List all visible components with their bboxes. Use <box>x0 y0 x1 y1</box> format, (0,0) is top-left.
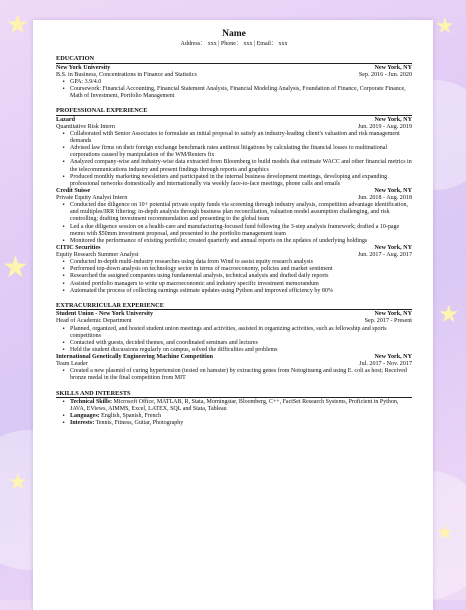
entry-header <box>56 65 412 72</box>
candidate-name: Name <box>222 29 246 39</box>
organization-name: International Genetically Engineering Machine Competition <box>56 353 214 360</box>
skill-category: Technical Skills: <box>70 399 112 406</box>
skill-values: English, Spanish, French <box>99 413 162 420</box>
organization-name: Lazard <box>56 116 75 123</box>
role-title: Quantitative Risk Intern <box>56 123 115 130</box>
bullet-list <box>56 79 412 100</box>
bullet-item: • Led a due diligence session on a health-care and manufacturing-focused fund following the 3-step analysis framework; drafted a 10-page memo with $50mm investment proposal, and presented to the portfolio management team <box>70 224 412 238</box>
section-title: EXTRACURRICULAR EXPERIENCE <box>56 302 412 311</box>
entry-subheader <box>56 72 412 79</box>
entry-location: New York, NY <box>374 244 412 251</box>
bullet-item: • Contacted with guests, decided themes, and coordinated seminars and lectures <box>70 340 412 347</box>
star-icon: ★ <box>2 250 29 285</box>
star-icon: ★ <box>8 470 28 495</box>
entry-location: New York, NY <box>374 64 412 71</box>
skills-list <box>56 399 412 427</box>
entry-subheader <box>56 318 412 325</box>
entry-subheader <box>56 124 412 131</box>
entry-header <box>56 188 412 195</box>
bullet-item: • Coursework: Financial Accounting, Financial Statement Analysis, Financial Modeling Analysis, Foundation of Finance, Corporate Finance, Math of Investment, Portfolio Management <box>70 86 412 100</box>
entry-dates: Jun. 2017 - Aug. 2017 <box>357 252 412 259</box>
bullet-list <box>56 131 412 188</box>
organization-name: CITIC Securities <box>56 244 101 251</box>
entry-location: New York, NY <box>374 116 412 123</box>
skill-category: Interests: <box>70 420 95 427</box>
bullet-item: • Monitored the performance of existing portfolio; created quarterly and annual reports on the updates of underlying holdings <box>70 238 412 245</box>
entry-header <box>56 245 412 252</box>
entry-location: New York, NY <box>374 311 412 318</box>
star-icon: ★ <box>6 10 30 40</box>
bullet-item: • Held the student discussions regularly on campus, solved the difficulties and problems <box>70 347 412 354</box>
skill-item <box>70 413 412 420</box>
entry-dates: Jun. 2018 - Aug. 2018 <box>357 195 412 202</box>
bullet-list <box>56 368 412 382</box>
entry-header <box>56 117 412 124</box>
bullet-item: • Created a new plasmid of curing hypertension (tested on hamster) by extracting genes from Notoginseng and using E. coli as host; Received bronze medal in the final competition from MIT <box>70 368 412 382</box>
bullet-item: • Advised law firms on their foreign exchange benchmark rates antitrust litigations by calculating the financial losses to multinational corporations caused by manipulation of the WM/Reuters fix <box>70 145 412 159</box>
entry-header <box>56 354 412 361</box>
education-section <box>56 55 412 100</box>
bullet-item: • Produced monthly marketing newsletters and participated in the internal business development meetings, developing and expanding professional networks domestically and internationally via weekly face-to-face meetings, phone calls and emails <box>70 174 412 188</box>
bullet-item: • GPA: 3.9/4.0 <box>70 79 412 86</box>
resume-content <box>56 29 412 427</box>
star-icon: ★ <box>436 520 454 544</box>
skill-item <box>70 399 412 413</box>
entry-location: New York, NY <box>374 353 412 360</box>
role-title: Team Leader <box>56 361 88 368</box>
extracurricular-section <box>56 302 412 383</box>
entry-dates: Sep. 2016 - Jun. 2020 <box>358 71 412 78</box>
entry-dates: Sep. 2017 - Present <box>364 318 412 325</box>
section-title: SKILLS AND INTERESTS <box>56 390 412 399</box>
entry-location: New York, NY <box>374 187 412 194</box>
bullet-item: • Conducted in-depth multi-industry researches using data from Wind to assist equity research analysts <box>70 259 412 266</box>
organization-name: Credit Suisse <box>56 187 91 194</box>
star-icon: ★ <box>435 14 455 39</box>
organization-name: Student Union - New York University <box>56 311 154 318</box>
bullet-item: • Conducted due diligence on 10+ potential private equity funds via screening through industry analysis, competition advantage identification, and multiples/IRR filtering; in-depth analysis through business plan reconciliation, valuation model assumption challenging, and risk controlling; drafting investment recommendation and presenting to the global team <box>70 202 412 223</box>
bullet-item: • Assisted portfolio managers to write up macroeconomic and industry specific investment memorandum <box>70 281 412 288</box>
bullet-list <box>56 202 412 245</box>
skill-category: Languages: <box>70 413 100 420</box>
bullet-item: • Planned, organized, and hosted student union meetings and activities, assisted in organizing activities, such as fellowship and sports competitions <box>70 326 412 340</box>
skill-values: Tennis, Fitness, Guitar, Photography <box>94 420 184 427</box>
skill-item <box>70 420 412 427</box>
entry-dates: Jun. 2019 - Aug. 2019 <box>357 123 412 130</box>
bullet-item: • Automated the process of collecting earnings estimate updates using Python and improved efficiency by 80% <box>70 288 412 295</box>
bullet-item: • Performed top-down analysis on technology sector in terms of macroeconomy, policies and market sentiment <box>70 266 412 273</box>
role-title: Head of Academic Department <box>56 318 132 325</box>
section-title: PROFESSIONAL EXPERIENCE <box>56 107 412 116</box>
bullet-list <box>56 326 412 354</box>
section-title: EDUCATION <box>56 55 412 64</box>
bullet-item: • Researched the assigned companies using fundamental analysis, technical analysis and drafted daily reports <box>70 273 412 280</box>
skills-section <box>56 390 412 428</box>
skill-values: Microsoft Office, MATLAB, R, Stata, Morningstar, Bloomberg, C++, FactSet Research Systems, Proficient in Python, JAVA, EViews, AIMMS, Excel, LATEX, SQL and Stata, Tableau <box>70 399 399 413</box>
bullet-item: • Collaborated with Senior Associates to formulate an initial proposal to satisfy an industry-leading client’s valuation and risk management demands <box>70 131 412 145</box>
role-title: Private Equity Analyst Intern <box>56 195 128 202</box>
professional-section <box>56 107 412 295</box>
organization-name: New York University <box>56 64 111 71</box>
role-title: B.S. in Business, Concentrations in Finance and Statistics <box>56 71 197 78</box>
star-icon: ★ <box>438 300 460 328</box>
bullet-item: • Analyzed company-wise and industry-wise data extracted from Bloomberg to build models that estimate WACC and other financial metrics in the telecommunications industry and present findings through reports and graphics <box>70 159 412 173</box>
resume-page <box>33 20 433 610</box>
bullet-list <box>56 259 412 294</box>
role-title: Equity Research Summer Analyst <box>56 252 139 259</box>
contact-line: Address： xxx | Phone： xxx | Email： xxx <box>180 41 288 47</box>
entry-dates: Jul. 2017 - Nov. 2017 <box>359 361 412 368</box>
